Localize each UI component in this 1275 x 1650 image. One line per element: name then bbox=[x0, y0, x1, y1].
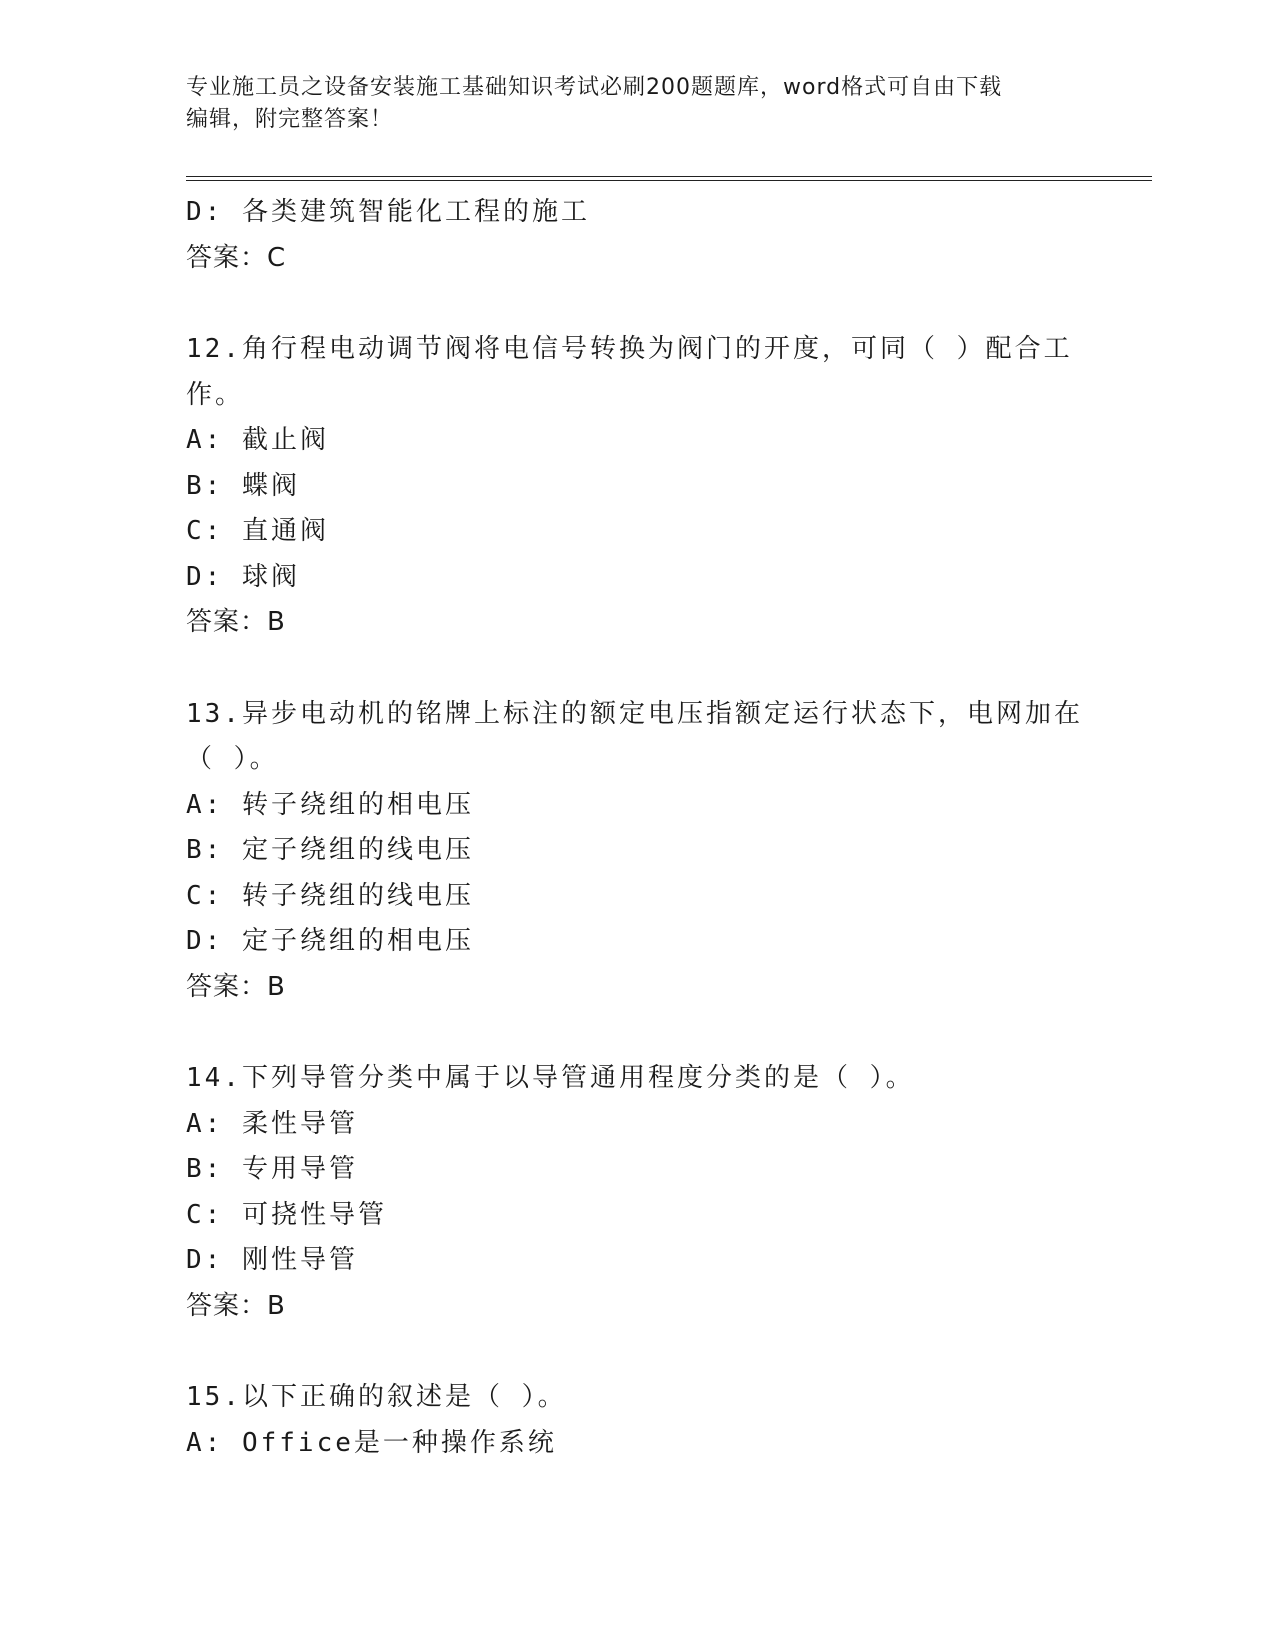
option-a: A: 截止阀 bbox=[186, 425, 329, 455]
question-14 bbox=[186, 1056, 1066, 1329]
header-divider-top bbox=[186, 176, 1152, 177]
option-d: D: 刚性导管 bbox=[186, 1245, 358, 1275]
option-d: D: 球阀 bbox=[186, 561, 300, 592]
question-text-continued: 作。 bbox=[186, 379, 245, 410]
answer: 答案：B bbox=[186, 607, 286, 637]
option-a: A: Office是一种操作系统 bbox=[186, 1427, 557, 1458]
header-line-1: 专业施工员之设备安装施工基础知识考试必刷200题题库，word格式可自由下载 bbox=[186, 75, 1003, 100]
option-b: B: 定子绕组的线电压 bbox=[186, 835, 474, 865]
question-text: 15.以下正确的叙述是（ ）。 bbox=[186, 1382, 567, 1412]
option-a: A: 柔性导管 bbox=[186, 1108, 358, 1139]
answer: 答案：B bbox=[186, 1290, 286, 1321]
prev-answer: 答案：C bbox=[186, 242, 287, 273]
header-divider-bottom bbox=[186, 180, 1152, 181]
question-12 bbox=[186, 327, 1073, 646]
option-c: C: 可挠性导管 bbox=[186, 1199, 387, 1230]
document-body bbox=[186, 190, 1083, 1466]
option-c: C: 转子绕组的线电压 bbox=[186, 880, 474, 911]
question-13 bbox=[186, 692, 1083, 1011]
question-text: 12.角行程电动调节阀将电信号转换为阀门的开度，可同（ ）配合工 bbox=[186, 334, 1073, 364]
option-b: B: 专用导管 bbox=[186, 1154, 358, 1184]
option-c: C: 直通阀 bbox=[186, 516, 329, 546]
question-text: 14.下列导管分类中属于以导管通用程度分类的是（ ）。 bbox=[186, 1063, 915, 1093]
prev-option-d: D: 各类建筑智能化工程的施工 bbox=[186, 197, 590, 227]
question-text: 13.异步电动机的铭牌上标注的额定电压指额定运行状态下，电网加在 bbox=[186, 698, 1083, 729]
question-15 bbox=[186, 1375, 1066, 1466]
answer: 答案：B bbox=[186, 971, 286, 1002]
question-text-continued: （ ）。 bbox=[186, 744, 279, 774]
option-b: B: 蝶阀 bbox=[186, 470, 300, 501]
document-header bbox=[186, 72, 1066, 136]
option-a: A: 转子绕组的相电压 bbox=[186, 789, 474, 820]
header-line-2: 编辑，附完整答案！ bbox=[186, 107, 394, 132]
option-d: D: 定子绕组的相电压 bbox=[186, 926, 474, 956]
